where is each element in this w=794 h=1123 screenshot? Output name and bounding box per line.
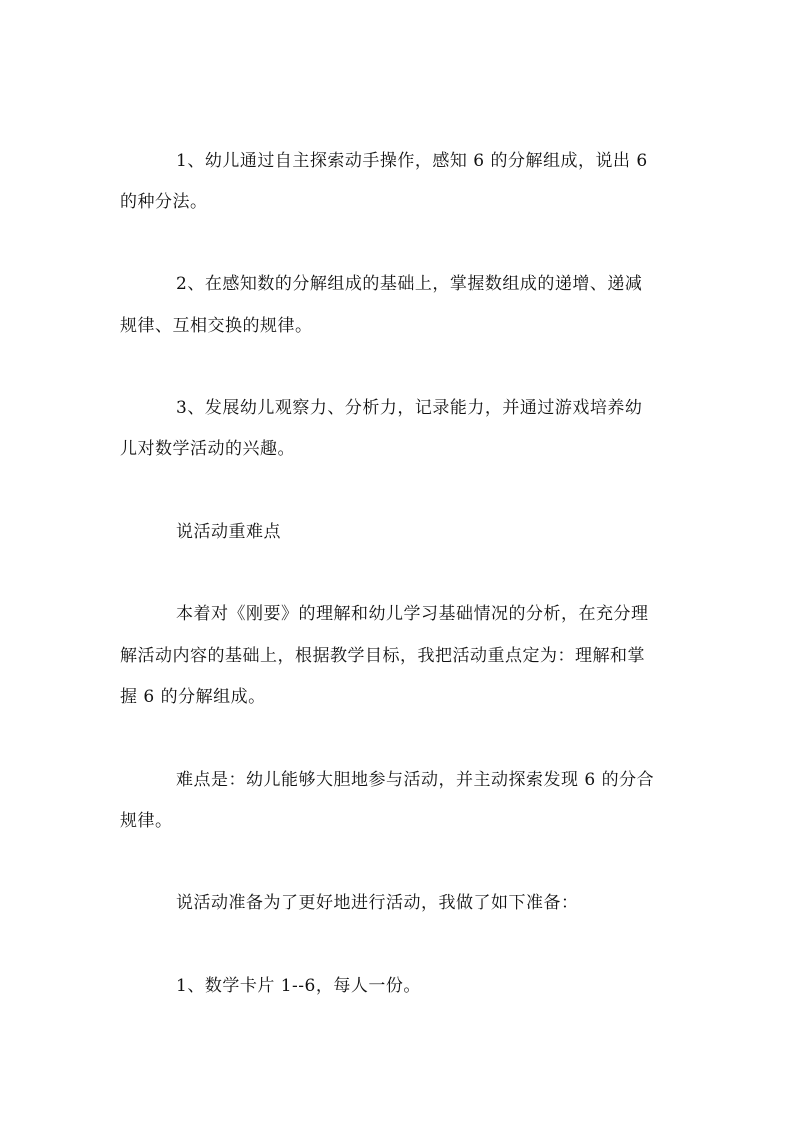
text-line: 2、在感知数的分解组成的基础上，掌握数组成的递增、递减 bbox=[176, 274, 643, 294]
text-line: 规律、互相交换的规律。 bbox=[120, 316, 313, 336]
text-line: 的种分法。 bbox=[120, 192, 208, 212]
text-line: 1、幼儿通过自主探索动手操作，感知 6 的分解组成，说出 6 bbox=[176, 151, 648, 171]
heading-text: 说活动重难点 bbox=[176, 522, 281, 542]
text-line: 规律。 bbox=[120, 811, 173, 831]
text-line: 本着对《刚要》的理解和幼儿学习基础情况的分析，在充分理 bbox=[176, 604, 649, 624]
text-line: 难点是：幼儿能够大胆地参与活动，并主动探索发现 6 的分合 bbox=[176, 770, 655, 790]
text-line: 1、数学卡片 1--6，每人一份。 bbox=[176, 976, 421, 996]
text-line: 握 6 的分解组成。 bbox=[120, 687, 266, 707]
text-line: 说活动准备为了更好地进行活动，我做了如下准备： bbox=[176, 893, 579, 913]
text-line: 解活动内容的基础上，根据教学目标，我把活动重点定为：理解和掌 bbox=[120, 646, 645, 666]
text-line: 儿对数学活动的兴趣。 bbox=[120, 439, 295, 459]
text-line: 3、发展幼儿观察力、分析力，记录能力，并通过游戏培养幼 bbox=[176, 398, 643, 418]
